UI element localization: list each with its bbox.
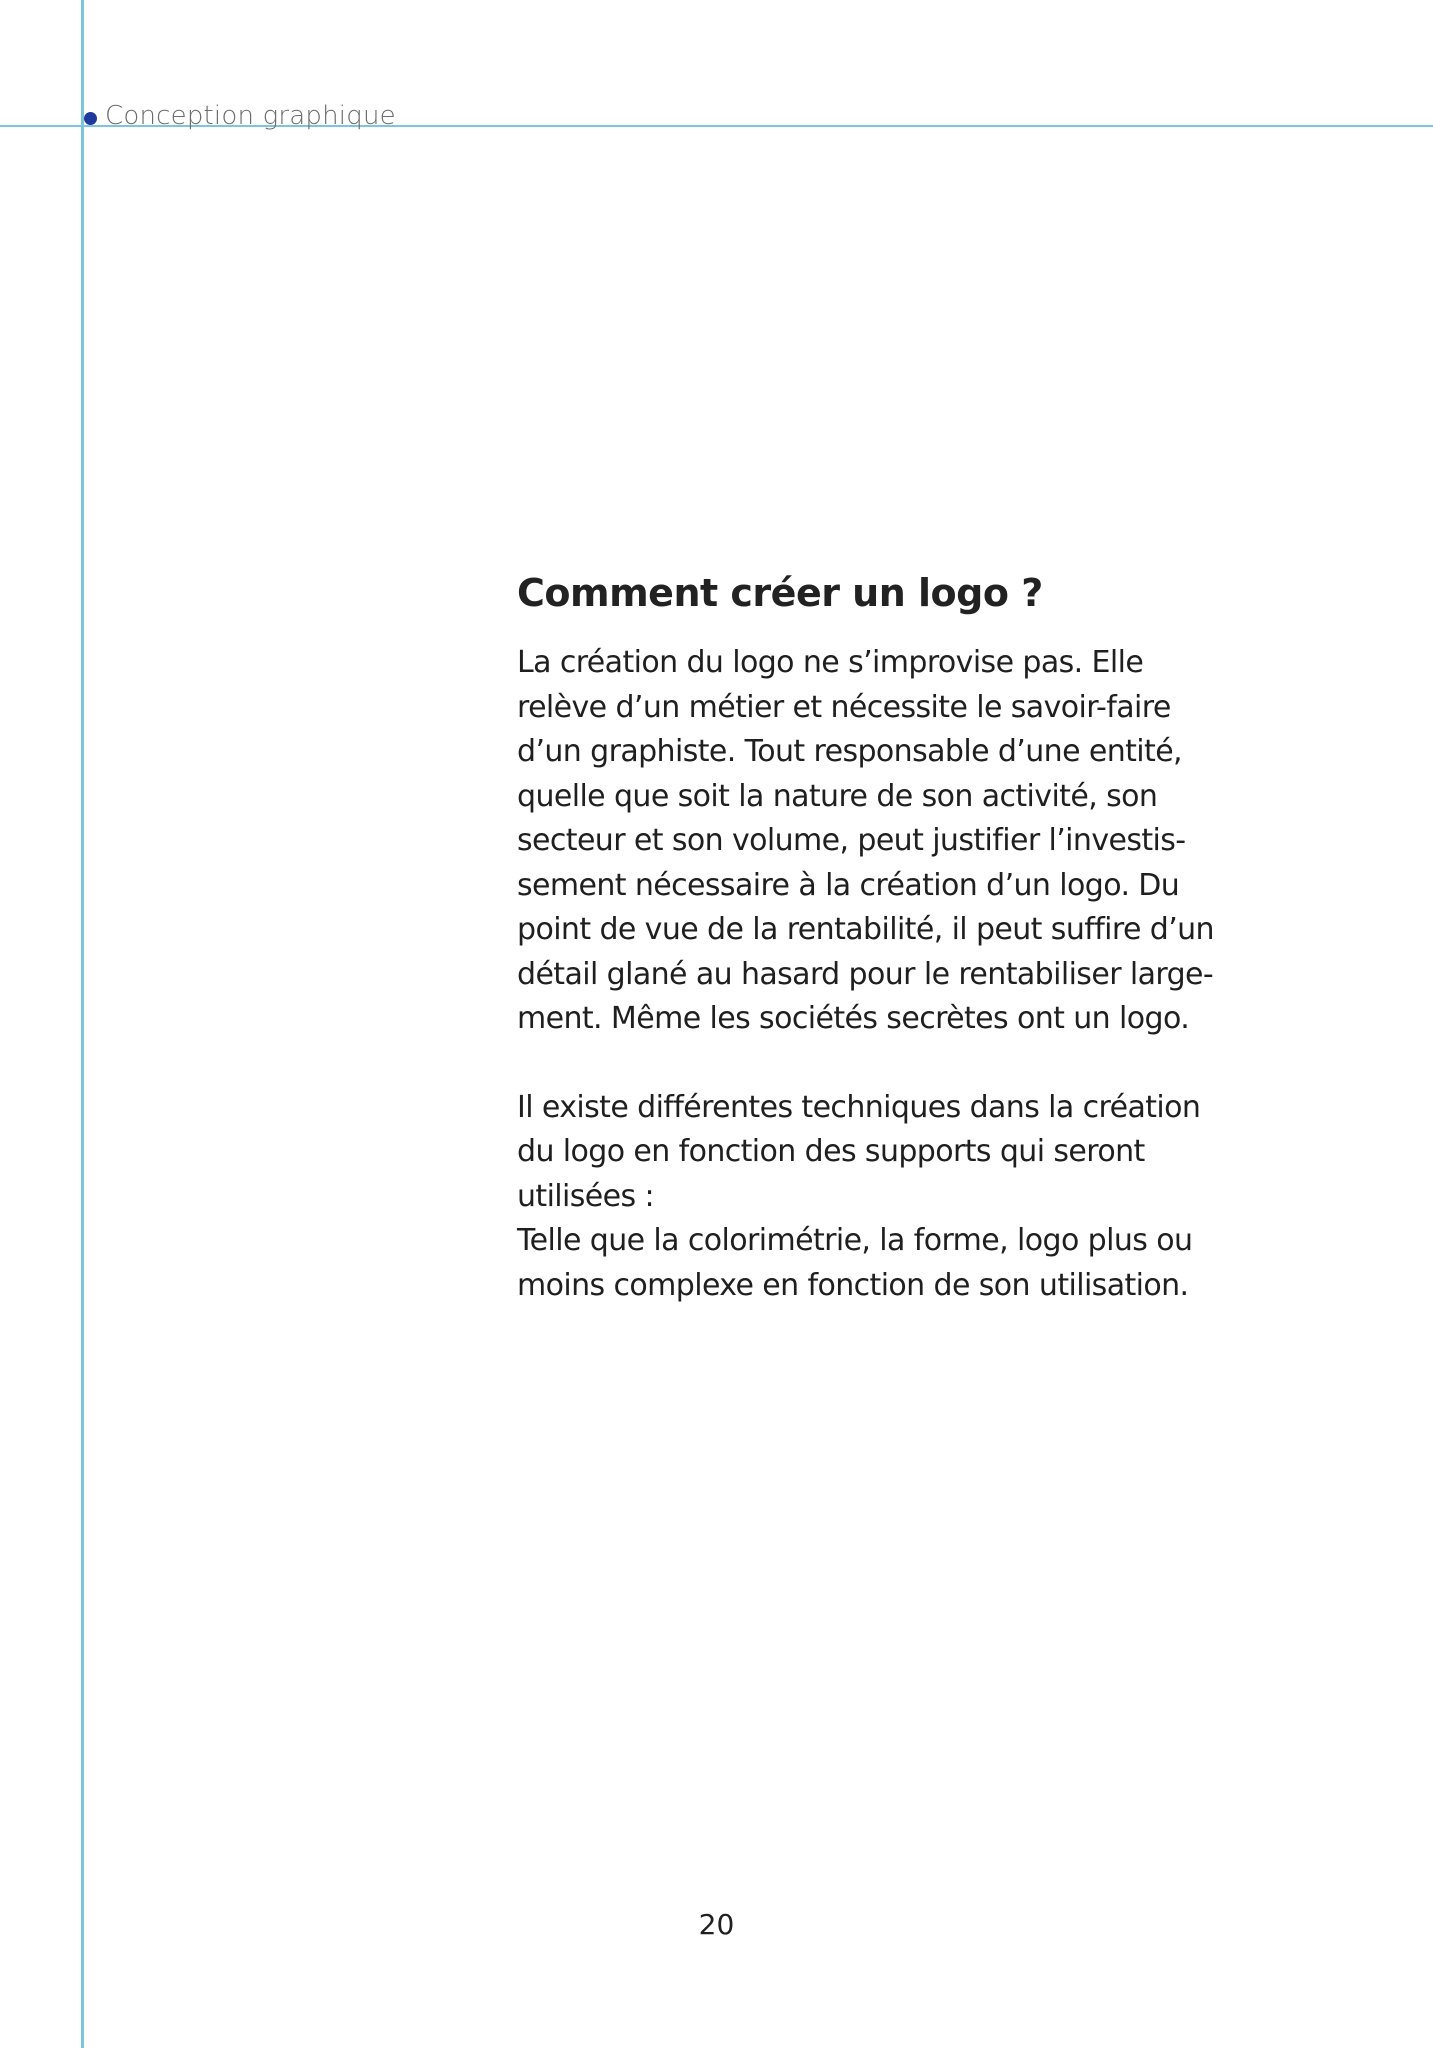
text-line: Telle que la colorimétrie, la forme, logo plus ou (517, 1223, 1193, 1258)
text-line: Il existe différentes techniques dans la création (517, 1089, 1201, 1125)
text-line: sement nécessaire à la création d’un logo. Du (517, 867, 1180, 903)
bullet-dot-icon (84, 112, 97, 125)
margin-vertical-rule (81, 0, 84, 2048)
text-line: relève d’un métier et nécessite le savoir-faire (517, 689, 1171, 725)
text-line: moins complexe en fonction de son utilisation. (517, 1267, 1189, 1303)
text-line: quelle que soit la nature de son activité, son (517, 778, 1158, 814)
page-title: Comment créer un logo ? (517, 571, 1043, 615)
text-line: ment. Même les sociétés secrètes ont un logo. (517, 1001, 1190, 1036)
page-number: 20 (698, 1908, 735, 1941)
section-label: Conception graphique (105, 101, 396, 131)
main-content (517, 565, 1217, 1308)
paragraph-intro (517, 641, 1217, 1042)
text-line: point de vue de la rentabilité, il peut suffire d’un (517, 912, 1214, 947)
text-line: utilisées : (517, 1178, 654, 1214)
text-line: du logo en fonction des supports qui seront (517, 1134, 1145, 1169)
text-line: d’un graphiste. Tout responsable d’une entité, (517, 734, 1182, 769)
running-header (84, 98, 396, 134)
text-line: secteur et son volume, peut justifier l’investis- (517, 823, 1186, 858)
text-line: La création du logo ne s’improvise pas. Elle (517, 645, 1144, 680)
text-line: détail glané au hasard pour le rentabiliser large- (517, 956, 1214, 992)
paragraph-techniques (517, 1086, 1217, 1309)
